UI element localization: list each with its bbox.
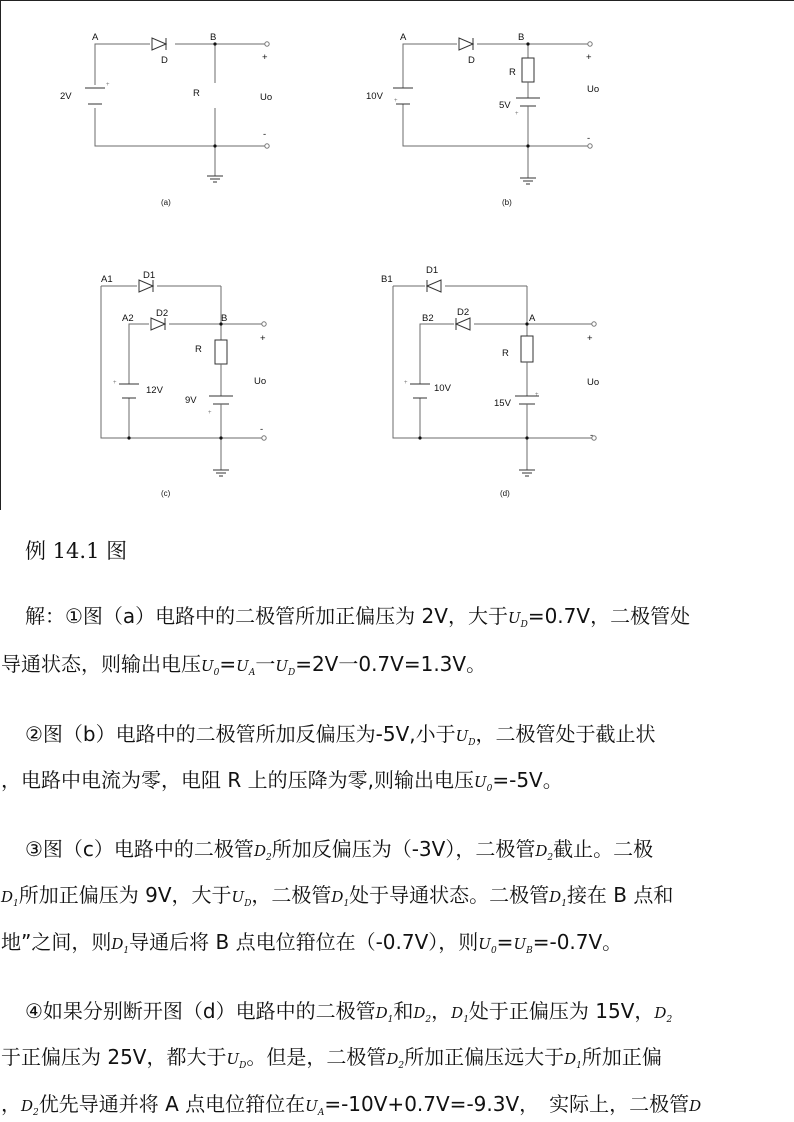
diode2-label: D2 (457, 307, 470, 318)
circuit-a (60, 32, 272, 207)
text-run: 所加正偏压远大于 (404, 1045, 565, 1069)
text-run: =0.7V，二极管处 (527, 604, 691, 628)
source-label: 12V (146, 385, 163, 396)
paragraph-2-line-1 (25, 721, 655, 756)
text-run: 处于导通状态。二极管 (349, 883, 550, 907)
bias-label: 15V (494, 398, 511, 409)
text-run: = (219, 652, 237, 676)
diode2-label: D2 (156, 308, 169, 319)
paragraph-1-line-1 (25, 603, 690, 638)
paragraph-4-line-2 (1, 1044, 662, 1079)
svg-text:+: + (535, 392, 539, 398)
text-run: ， (431, 999, 452, 1023)
text-run: = (496, 930, 514, 954)
node-b1-label: B1 (381, 274, 393, 285)
paragraph-3-line-2 (1, 882, 673, 917)
text-run: 所加正偏 (581, 1045, 662, 1069)
text-run: 所加反偏压为（-3V），二极管 (271, 837, 536, 861)
svg-text:+: + (106, 82, 110, 88)
var-d2: $D_2$ (386, 1050, 405, 1071)
minus-label: - (263, 129, 267, 140)
diode1-label: D1 (143, 270, 156, 281)
text-run: =-5V。 (492, 768, 563, 792)
minus-label: - (260, 424, 264, 435)
node-a2-label: A2 (122, 313, 134, 324)
text-run: 处于正偏压为 15V， (468, 999, 655, 1023)
resistor-label: R (502, 348, 509, 359)
text-run: ②图（b）电路中的二极管所加反偏压为-5V,小于 (25, 722, 456, 746)
text-run: 。但是，二极管 (246, 1045, 387, 1069)
text-run: =-10V+0.7V=-9.3V， 实际上，二极管 (324, 1092, 690, 1116)
output-label: Uo (260, 92, 273, 103)
diode1-label: D1 (426, 265, 439, 276)
var-d: D (689, 1097, 702, 1115)
var-ud: $U_D$ (226, 1050, 247, 1071)
var-d2: $D_2$ (654, 1004, 673, 1025)
text-run: 地”之间，则 (1, 930, 112, 954)
var-ud: $U_D$ (507, 609, 528, 630)
var-ud: $U_D$ (231, 888, 252, 909)
svg-text:+: + (113, 380, 117, 386)
node-a-label: A (529, 313, 536, 324)
text-run: ④如果分别断开图（d）电路中的二极管 (25, 999, 376, 1023)
paragraph-3-line-1 (25, 836, 653, 871)
source-label: 10V (366, 91, 383, 102)
plus-label: + (586, 52, 592, 63)
output-label: Uo (254, 376, 267, 387)
var-u0: $U_0$ (478, 935, 497, 956)
svg-text:+: + (404, 380, 408, 386)
var-d2: $D_2$ (253, 842, 272, 863)
var-d1: $D_1$ (564, 1050, 582, 1071)
circuit-d (381, 265, 599, 498)
text-run: 导通后将 B 点电位箝位在（-0.7V），则 (129, 930, 479, 954)
resistor-label: R (193, 88, 200, 99)
resistor-label: R (509, 67, 516, 78)
text-run: =2V一0.7V=1.3V。 (295, 652, 487, 676)
var-d1: $D_1$ (375, 1004, 394, 1025)
text-run: 解：①图（a）电路中的二极管所加正偏压为 2V，大于 (25, 604, 508, 628)
text-run: 和 (393, 999, 414, 1023)
var-d1: $D_1$ (1, 888, 19, 909)
figure-caption: 例 14.1 图 (25, 539, 128, 563)
var-ub: $U_B$ (513, 935, 533, 956)
node-b-label: B (221, 313, 228, 324)
var-ud: $U_D$ (455, 727, 476, 748)
text-run: =-0.7V。 (532, 930, 623, 954)
source-label: 2V (60, 91, 72, 102)
diode-label: D (468, 55, 475, 66)
paragraph-4-line-3 (1, 1091, 701, 1122)
paragraph-4-line-1 (25, 998, 672, 1033)
text-run: ，电路中电流为零，电阻 R 上的压降为零,则输出电压 (1, 768, 474, 792)
node-a-label: A (92, 32, 99, 43)
node-b-label: B (518, 32, 525, 43)
paragraph-1-line-2 (1, 651, 486, 686)
var-d1: $D_1$ (451, 1004, 469, 1025)
circuit-caption: (b) (502, 198, 512, 207)
text-run: ， (1, 1092, 21, 1116)
plus-label: + (260, 333, 266, 344)
var-ud: $U_D$ (275, 657, 296, 678)
minus-label: - (587, 133, 591, 144)
text-run: ，二极管处于截止状 (475, 722, 656, 746)
node-b2-label: B2 (422, 313, 434, 324)
circuit-c (101, 270, 266, 498)
var-ua: $U_A$ (236, 657, 256, 678)
node-a-label: A (400, 32, 407, 43)
var-u0: $U_0$ (201, 657, 220, 678)
resistor-label: R (195, 344, 202, 355)
var-u0: $U_0$ (473, 773, 493, 794)
source-label: 10V (434, 383, 451, 394)
var-d2: $D_2$ (535, 842, 554, 863)
var-d1: $D_1$ (549, 888, 567, 909)
text-run: ③图（c）电路中的二极管 (25, 837, 254, 861)
text-run: 截止。二极 (553, 837, 654, 861)
text-run: 导通状态，则输出电压 (1, 652, 201, 676)
text-run: ，二极管 (251, 883, 332, 907)
paragraph-2-line-2 (1, 767, 563, 802)
plus-label: + (587, 333, 593, 344)
text-run: 所加正偏压为 9V，大于 (18, 883, 232, 907)
svg-text:+: + (208, 410, 212, 416)
node-a1-label: A1 (101, 274, 113, 285)
text-run: 优先导通并将 A 点电位箝位在 (38, 1092, 306, 1116)
output-label: Uo (587, 377, 600, 388)
minus-label: - (590, 430, 594, 441)
plus-label: + (262, 52, 268, 63)
circuit-figures (0, 0, 794, 510)
diode-label: D (161, 55, 168, 66)
var-d1: $D_1$ (331, 888, 350, 909)
var-d2: $D_2$ (413, 1004, 432, 1025)
circuit-caption: (d) (500, 489, 510, 498)
circuit-b (366, 32, 599, 207)
text-run: 接在 B 点和 (566, 883, 674, 907)
var-ua: $U_A$ (305, 1097, 325, 1118)
svg-text:+: + (515, 111, 519, 117)
text-run: 于正偏压为 25V，都大于 (1, 1045, 227, 1069)
node-b-label: B (210, 32, 217, 43)
var-d2: $D_2$ (21, 1097, 39, 1118)
circuit-caption: (a) (161, 198, 171, 207)
circuit-caption: (c) (161, 489, 171, 498)
output-label: Uo (587, 84, 600, 95)
var-d1: $D_1$ (111, 935, 130, 956)
bias-label: 9V (185, 395, 197, 406)
svg-text:+: + (394, 98, 398, 104)
paragraph-3-line-3 (1, 929, 622, 964)
text-run: 一 (255, 652, 276, 676)
bias-label: 5V (499, 100, 511, 111)
